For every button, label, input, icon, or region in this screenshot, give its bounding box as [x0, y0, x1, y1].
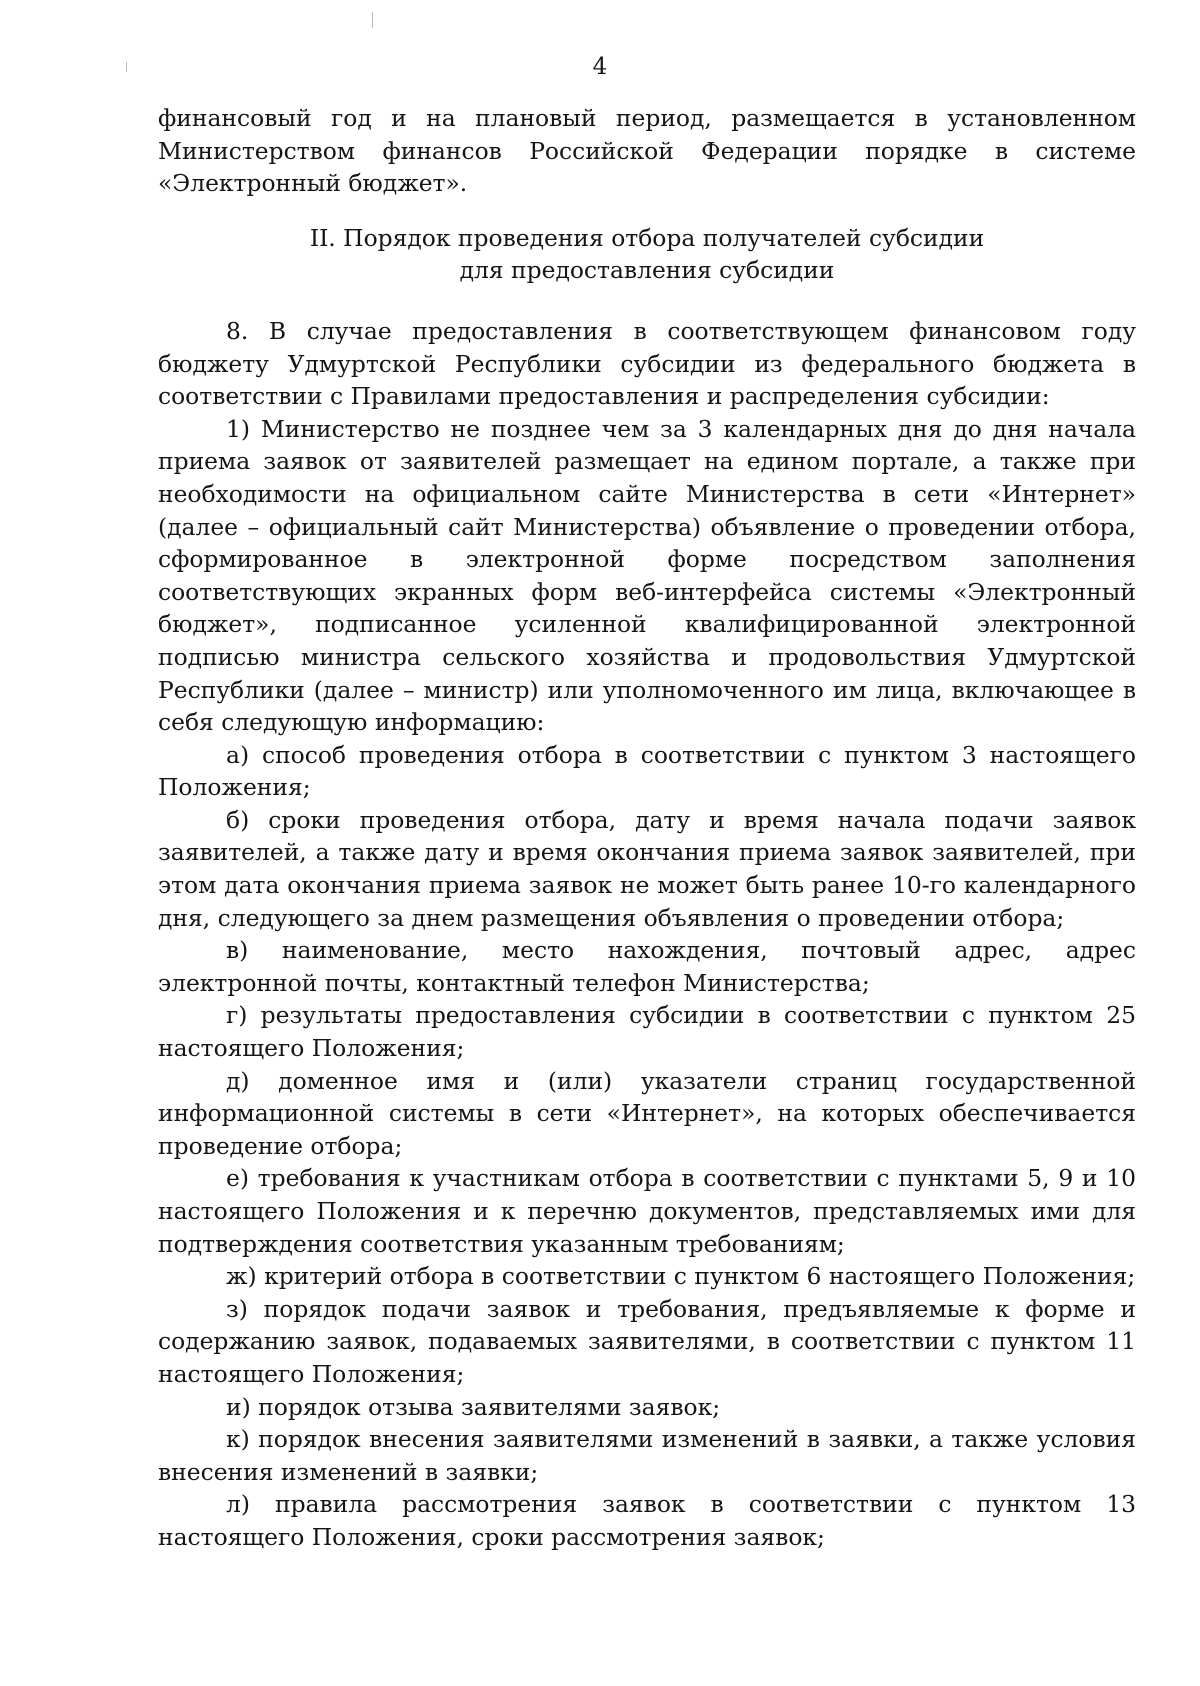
item-v: в) наименование, место нахождения, почтовый адрес, адрес электронной почты, контактный телефон Министерства;	[158, 936, 1136, 997]
item-a: а) способ проведения отбора в соответствии с пунктом 3 настоящего Положения;	[158, 740, 1136, 802]
item-d: д) доменное имя и (или) указатели страниц государственной информационной системы в сети «Интернет», на которых обеспечивается проведение отбора;	[158, 1066, 1136, 1160]
page-number: 4	[592, 54, 608, 80]
item-g: г) результаты предоставления субсидии в соответствии с пунктом 25 настоящего Положения;	[158, 1001, 1136, 1063]
item-e: е) требования к участникам отбора в соответствии с пунктами 5, 9 и 10 настоящего Положения и к перечню документов, представляемых ими для подтверждения соответствия указанным требованиям;	[158, 1164, 1136, 1258]
section-heading-line-2: для предоставления субсидии	[459, 256, 835, 285]
document-body	[158, 102, 1136, 1554]
item-zh: ж) критерий отбора в соответствии с пунктом 6 настоящего Положения;	[226, 1262, 1136, 1291]
section-heading-line-1: II. Порядок проведения отбора получателей субсидии	[309, 223, 985, 252]
item-l: л) правила рассмотрения заявок в соответствии с пунктом 13 настоящего Положения, сроки рассмотрения заявок;	[158, 1490, 1136, 1551]
item-z: з) порядок подачи заявок и требования, предъявляемые к форме и содержанию заявок, подаваемых заявителями, в соответствии с пунктом 11 настоящего Положения;	[158, 1294, 1136, 1388]
paragraph-8: 8. В случае предоставления в соответствующем финансовом году бюджету Удмуртской Республики субсидии из федерального бюджета в соответствии с Правилами предоставления и распределения субсидии:	[158, 316, 1136, 411]
item-k: к) порядок внесения заявителями изменений в заявки, а также условия внесения изменений в заявки;	[158, 1425, 1136, 1486]
subparagraph-1: 1) Министерство не позднее чем за 3 календарных дня до дня начала приема заявок от заявителей размещает на едином портале, а также при необходимости на официальном сайте Министерства в сети «Интернет» (далее – официальный сайт Министерства) объявление о проведении отбора, сформированное в электронной форме посредством заполнения соответствующих экранных форм веб-интерфейса системы «Электронный бюджет», подписанное усиленной квалифицированной электронной подписью министра сельского хозяйства и продовольствия Удмуртской Республики (далее – министр) или уполномоченного им лица, включающее в себя следующую информацию:	[158, 414, 1136, 737]
scan-artifact	[372, 12, 373, 28]
intro-paragraph: финансовый год и на плановый период, размещается в установленном Министерством финансов Российской Федерации порядке в системе «Электронный бюджет».	[158, 104, 1136, 198]
section-heading	[158, 222, 1136, 287]
item-b: б) сроки проведения отбора, дату и время начала подачи заявок заявителей, а также дату и время окончания приема заявок заявителей, при этом дата окончания приема заявок не может быть ранее 10-го календарного дня, следующего за днем размещения объявления о проведении отбора;	[158, 805, 1136, 932]
item-i: и) порядок отзыва заявителями заявок;	[226, 1392, 721, 1421]
